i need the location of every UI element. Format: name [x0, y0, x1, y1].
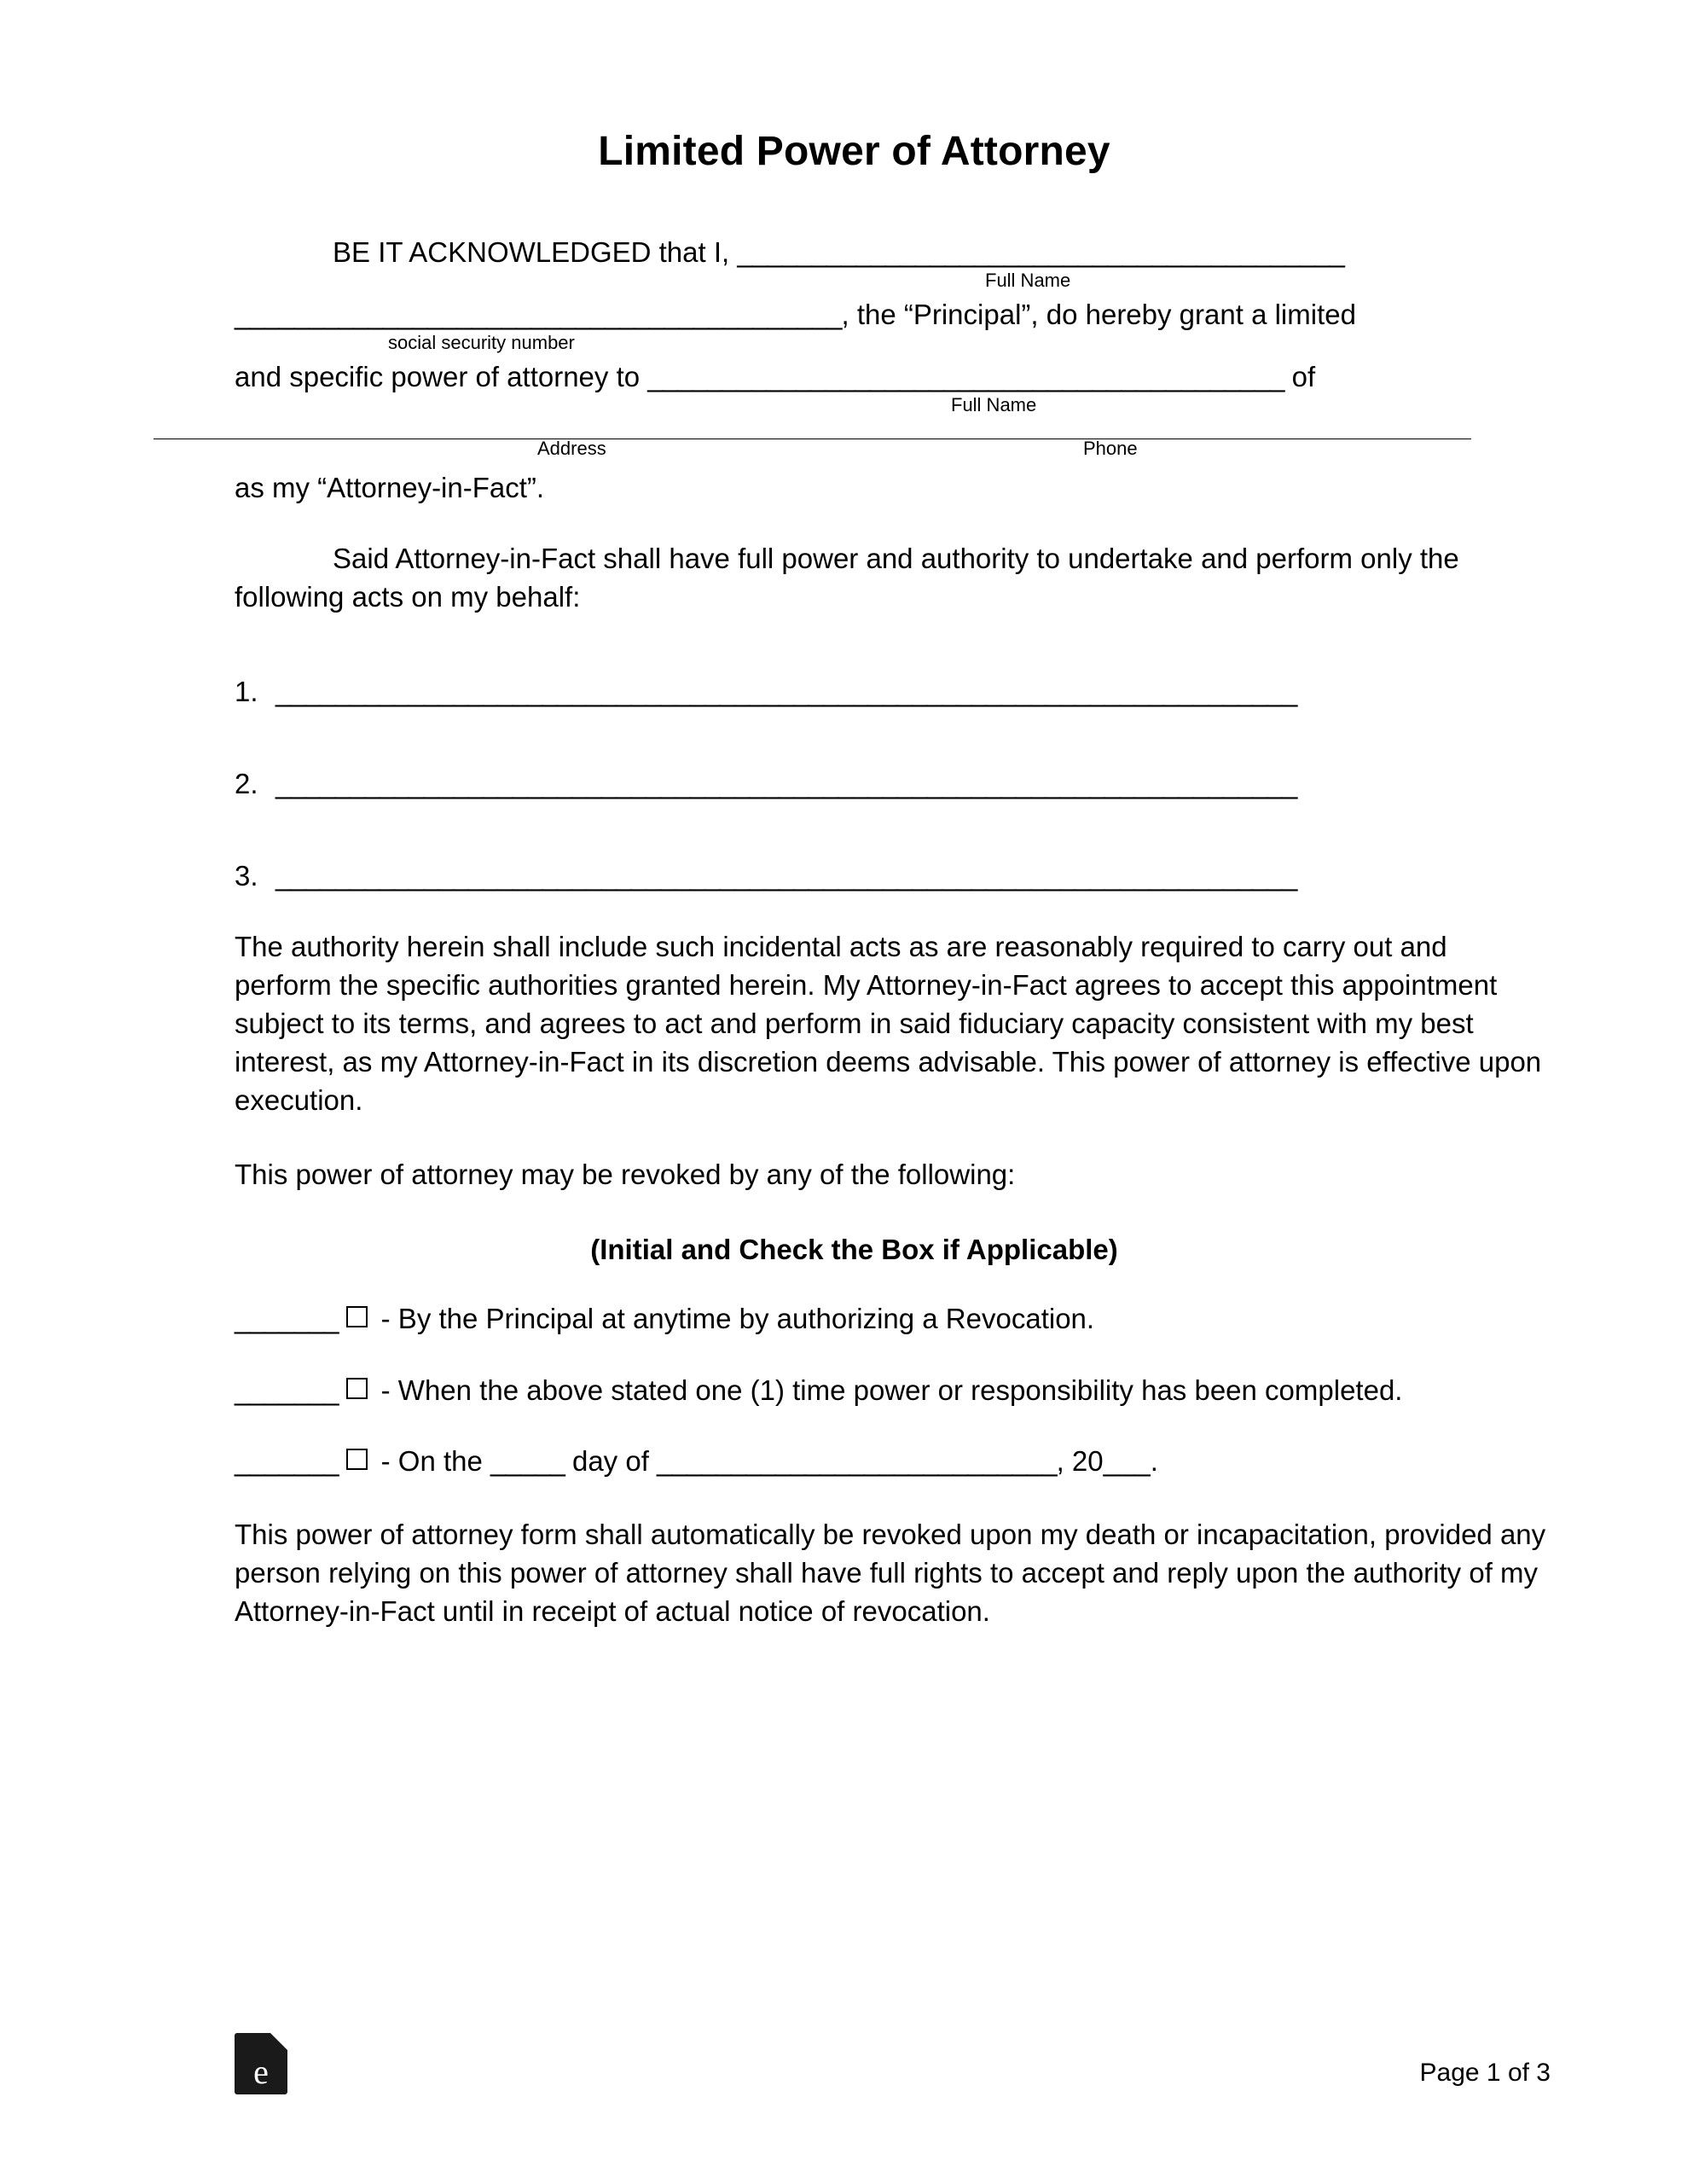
caption-address: Address	[537, 437, 606, 459]
specific-power-text-after: of	[1284, 360, 1316, 392]
logo-letter: e	[253, 2053, 269, 2091]
initial-and-check-heading: (Initial and Check the Box if Applicable)	[590, 1233, 1118, 1265]
attorney-in-fact-line: as my “Attorney-in-Fact”.	[235, 471, 545, 503]
revocation-option-1	[235, 1300, 1551, 1338]
revocation-option-2-text: - When the above stated one (1) time power or responsibility has been completed.	[373, 1374, 1403, 1406]
specific-power-text: and specific power of attorney to	[235, 360, 648, 392]
page-title: Limited Power of Attorney	[598, 129, 1110, 174]
checkbox-icon[interactable]	[346, 1378, 368, 1399]
checkbox-icon[interactable]	[346, 1306, 368, 1327]
caption-row-address-phone	[154, 439, 1471, 467]
caption-row-fullname-1	[235, 271, 1551, 297]
eforms-logo-icon	[235, 2033, 287, 2094]
act-blank-3[interactable]: _____________________________________________________________________	[275, 860, 1297, 892]
act-item-3	[235, 860, 1551, 892]
act-number-2: 2.	[235, 768, 258, 800]
acknowledgement-line-1	[235, 235, 1551, 271]
revocation-option-2	[235, 1372, 1551, 1409]
acknowledgement-block	[235, 235, 1551, 504]
initial-blank-2[interactable]: _______	[235, 1374, 339, 1406]
incidental-acts-paragraph: The authority herein shall include such incidental acts as are reasonably required to carry out and perform the specific authorities granted herein. My Attorney-in-Fact agrees to accept this appointment subject to its terms, and agrees to act and perform in said fiduciary capacity consistent with my best interest, as my Attorney-in-Fact in its discretion deems advisable. This power of attorney is effective upon execution.	[235, 931, 1542, 1116]
ssn-blank[interactable]: _________________________________________	[235, 298, 842, 330]
page-number: Page 1 of 3	[1419, 2059, 1551, 2087]
caption-row-ssn	[235, 331, 1551, 359]
checkbox-icon[interactable]	[346, 1449, 368, 1470]
caption-social-security-number: social security number	[388, 331, 575, 353]
revocation-option-3-text-before: - On the	[373, 1445, 491, 1478]
full-name-blank-1[interactable]: _________________________________________	[737, 236, 1344, 268]
initial-blank-3[interactable]: _______	[235, 1445, 339, 1478]
revocation-option-1-text: - By the Principal at anytime by authorizing a Revocation.	[373, 1302, 1095, 1334]
initial-blank-1[interactable]: _______	[235, 1302, 339, 1334]
acknowledgement-line-3	[235, 359, 1551, 396]
act-item-1	[235, 676, 1551, 708]
act-number-1: 1.	[235, 676, 258, 708]
acknowledgement-line-2	[235, 297, 1551, 334]
revocation-option-3	[235, 1443, 1551, 1480]
caption-phone: Phone	[1083, 437, 1138, 459]
revocation-option-3-text-after: , 20___.	[1056, 1445, 1158, 1478]
acknowledgement-text: BE IT ACKNOWLEDGED that I,	[333, 236, 738, 268]
day-blank[interactable]: _____	[490, 1445, 565, 1478]
caption-full-name-2: Full Name	[951, 393, 1037, 415]
automatic-revocation-paragraph: This power of attorney form shall automatically be revoked upon my death or incapacitation, provided any person relying on this power of attorney shall have full rights to accept and reply upon the authority of my Attorney-in-Fact until in receipt of actual notice of revocation.	[235, 1519, 1546, 1628]
act-item-2	[235, 768, 1551, 800]
caption-row-fullname-2	[235, 393, 1551, 421]
act-blank-1[interactable]: _____________________________________________________________________	[275, 676, 1297, 708]
act-number-3: 3.	[235, 860, 258, 892]
page-footer	[235, 2035, 1551, 2094]
attorney-full-name-blank[interactable]: ___________________________________________	[647, 360, 1284, 392]
principal-grant-text: , the “Principal”, do hereby grant a limited	[841, 298, 1356, 330]
caption-full-name-1: Full Name	[985, 269, 1071, 291]
revocation-intro-paragraph: This power of attorney may be revoked by any of the following:	[235, 1158, 1016, 1190]
act-blank-2[interactable]: _____________________________________________________________________	[275, 768, 1297, 800]
month-blank[interactable]: ___________________________	[657, 1445, 1057, 1478]
revocation-option-3-text-middle: day of	[564, 1445, 658, 1478]
authority-intro-paragraph: Said Attorney-in-Fact shall have full power and authority to undertake and perform only the following acts on my behalf:	[235, 542, 1459, 613]
